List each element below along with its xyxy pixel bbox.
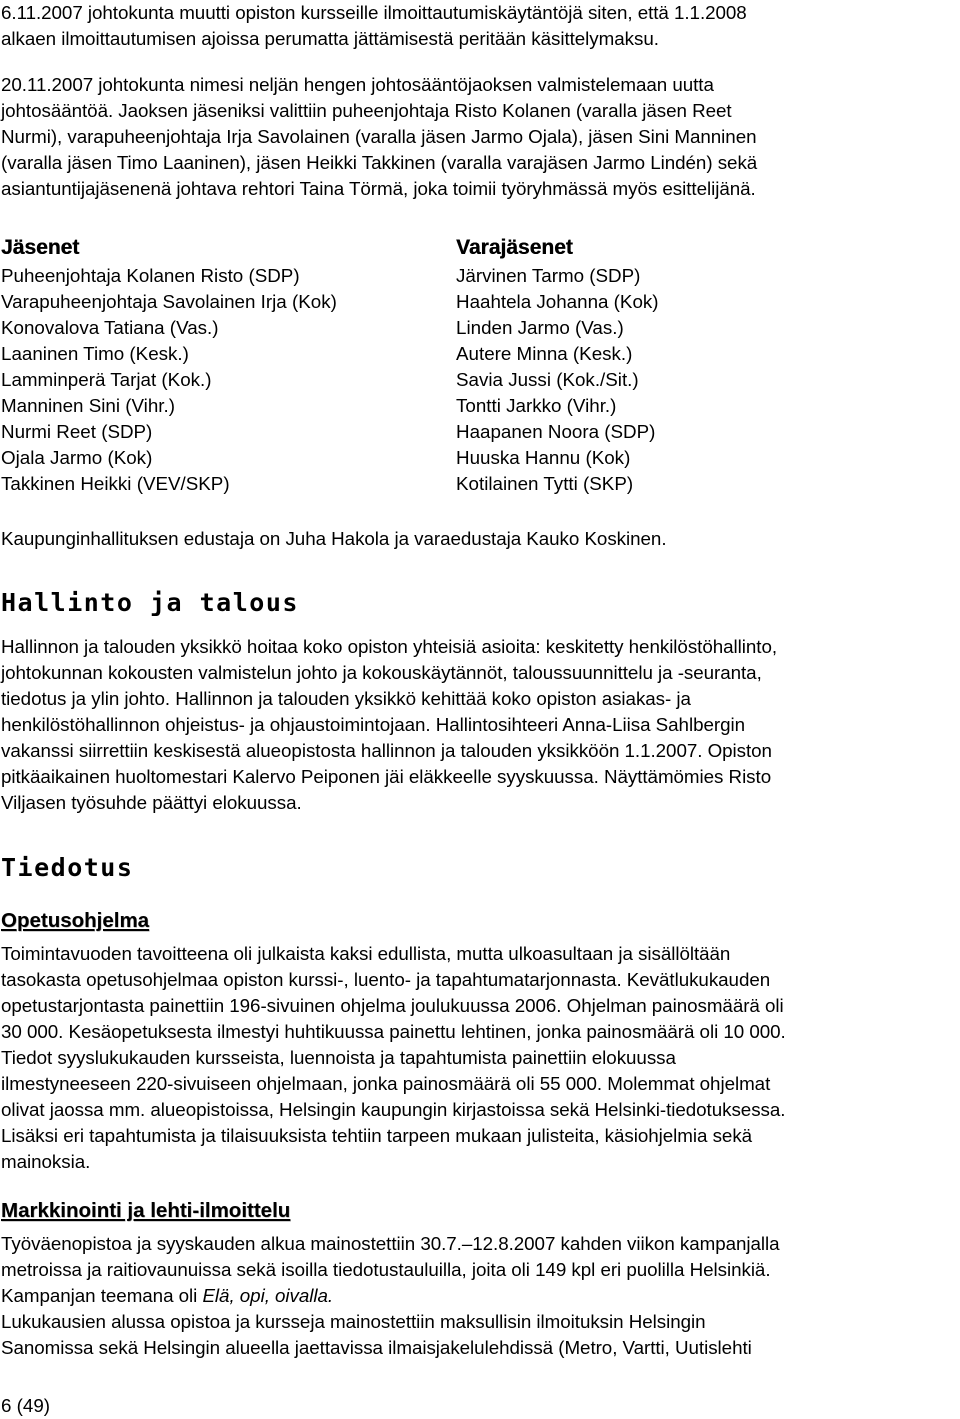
deputies-column (456, 233, 659, 497)
page-number: 6 (49) (1, 1395, 51, 1416)
text-line: Sanomissa sekä Helsingin alueella jaettavissa ilmaisjakelulehdissä (Metro, Vartti, Uutislehti (1, 1337, 752, 1358)
deputy-item: Tontti Jarkko (Vihr.) (456, 395, 617, 416)
paragraph-administration (1, 634, 959, 816)
heading-marketing: Markkinointi ja lehti-ilmoittelu (1, 1199, 291, 1222)
text-line: Toimintavuoden tavoitteena oli julkaista kaksi edullista, mutta ulkoasultaan ja sisällöltään (1, 943, 731, 964)
member-item: Manninen Sini (Vihr.) (1, 395, 175, 416)
text-line: vakanssi siirrettiin keskisestä alueopistosta hallinnon ja talouden yksikköön 1.1.2007. Opiston (1, 740, 772, 761)
text-line: alkaen ilmoittautumisen ajoissa perumatta jättämisestä peritään käsittelymaksu. (1, 28, 659, 49)
heading-administration: Hallinto ja talous (1, 588, 299, 617)
text-line: Tiedot syyslukukauden kursseista, luennoista ja tapahtumista painettiin elokuussa (1, 1047, 676, 1068)
deputy-item: Savia Jussi (Kok./Sit.) (456, 369, 639, 390)
member-item: Takkinen Heikki (VEV/SKP) (1, 473, 230, 494)
text-line: metroissa ja raitiovaunuissa sekä isoilla tiedotustauluilla, joita oli 149 kpl eri puolilla Helsinkiä. (1, 1259, 771, 1280)
deputy-item: Linden Jarmo (Vas.) (456, 317, 624, 338)
text-line (1, 1283, 959, 1309)
members-column (1, 233, 337, 497)
text-line: asiantuntijajäsenenä johtava rehtori Taina Törmä, joka toimii työryhmässä myös esittelijänä. (1, 178, 756, 199)
text-line: (varalla jäsen Timo Laaninen), jäsen Heikki Takkinen (varalla varajäsen Jarmo Lindén) sekä (1, 152, 758, 173)
text-line: Nurmi), varapuheenjohtaja Irja Savolainen (varalla jäsen Jarmo Ojala), jäsen Sini Manninen (1, 126, 757, 147)
text-line: opetustarjontasta painettiin 196-sivuinen ohjelma joulukuussa 2006. Ohjelman painosmäärä oli (1, 995, 784, 1016)
member-item: Puheenjohtaja Kolanen Risto (SDP) (1, 265, 300, 286)
deputy-item: Huuska Hannu (Kok) (456, 447, 631, 468)
campaign-theme: Elä, opi, oivalla. (202, 1285, 334, 1306)
member-item: Lamminperä Tarjat (Kok.) (1, 369, 212, 390)
text-line: 6.11.2007 johtokunta muutti opiston kursseille ilmoittautumiskäytäntöjä siten, että 1.1.2008 (1, 2, 747, 23)
deputy-item: Kotilainen Tytti (SKP) (456, 473, 634, 494)
text-line: Lukukausien alussa opistoa ja kursseja mainostettiin maksullisin ilmoituksin Helsingin (1, 1311, 706, 1332)
text-line: 30 000. Kesäopetuksesta ilmestyi huhtikuussa painettu lehtinen, jonka painosmäärä oli 10 000. (1, 1021, 786, 1042)
text-line: Työväenopistoa ja syyskauden alkua mainostettiin 30.7.–12.8.2007 kahden viikon kampanjalla (1, 1233, 780, 1254)
text-line: ilmestyneeseen 220-sivuiseen ohjelmaan, jonka painosmäärä oli 55 000. Molemmat ohjelmat (1, 1073, 771, 1094)
text-line: Viljasen työsuhde päättyi elokuussa. (1, 792, 302, 813)
text-line: pitkäaikainen huoltomestari Kalervo Peiponen jäi eläkkeelle syyskuussa. Näyttämömies Risto (1, 766, 772, 787)
member-item: Nurmi Reet (SDP) (1, 421, 153, 442)
deputy-item: Haapanen Noora (SDP) (456, 421, 656, 442)
member-item: Laaninen Timo (Kesk.) (1, 343, 189, 364)
paragraph-city-board-rep (1, 526, 959, 552)
text-line: johtokunnan kokousten valmistelun johto ja kokouskäytännöt, taloussuunnittelu ja -seuranta, (1, 662, 762, 683)
member-item: Konovalova Tatiana (Vas.) (1, 317, 219, 338)
members-heading: Jäsenet (1, 236, 80, 259)
text-line: tasokasta opetusohjelmaa opiston kurssi-, luento- ja tapahtumatarjonnasta. Kevätlukukauden (1, 969, 771, 990)
deputy-item: Järvinen Tarmo (SDP) (456, 265, 641, 286)
text-line: 20.11.2007 johtokunta nimesi neljän hengen johtosääntöjaoksen valmistelemaan uutta (1, 74, 714, 95)
paragraph-marketing (1, 1231, 959, 1361)
text-line: mainoksia. (1, 1151, 91, 1172)
text-line: Lisäksi eri tapahtumista ja tilaisuuksista tehtiin tarpeen mukaan julisteita, käsiohjelmia sekä (1, 1125, 753, 1146)
deputy-item: Autere Minna (Kesk.) (456, 343, 633, 364)
member-item: Varapuheenjohtaja Savolainen Irja (Kok) (1, 291, 337, 312)
deputy-item: Haahtela Johanna (Kok) (456, 291, 659, 312)
text-line: johtosääntöä. Jaoksen jäseniksi valittiin puheenjohtaja Risto Kolanen (varalla jäsen Reet (1, 100, 732, 121)
campaign-prefix: Kampanjan teemana oli (1, 1285, 203, 1306)
paragraph-registration-fee (1, 0, 959, 52)
heading-communications: Tiedotus (1, 853, 134, 882)
paragraph-curriculum (1, 941, 959, 1175)
paragraph-bylaw-section (1, 72, 959, 202)
heading-curriculum: Opetusohjelma (1, 909, 150, 932)
text-line: henkilöstöhallinnon ohjeistus- ja ohjaustoimintojaan. Hallintosihteeri Anna-Liisa Sahlbergin (1, 714, 745, 735)
text-line: olivat jaossa mm. alueopistoissa, Helsingin kaupungin kirjastoissa sekä Helsinki-tiedotuksessa. (1, 1099, 786, 1120)
text-line: Kaupunginhallituksen edustaja on Juha Hakola ja varaedustaja Kauko Koskinen. (1, 528, 667, 549)
text-line: Hallinnon ja talouden yksikkö hoitaa koko opiston yhteisiä asioita: keskitetty henkilöstöhallinto, (1, 636, 778, 657)
deputies-heading: Varajäsenet (456, 236, 573, 259)
text-line: tiedotus ja ylin johto. Hallinnon ja talouden yksikkö kehittää koko opiston asiakas- ja (1, 688, 691, 709)
member-item: Ojala Jarmo (Kok) (1, 447, 153, 468)
